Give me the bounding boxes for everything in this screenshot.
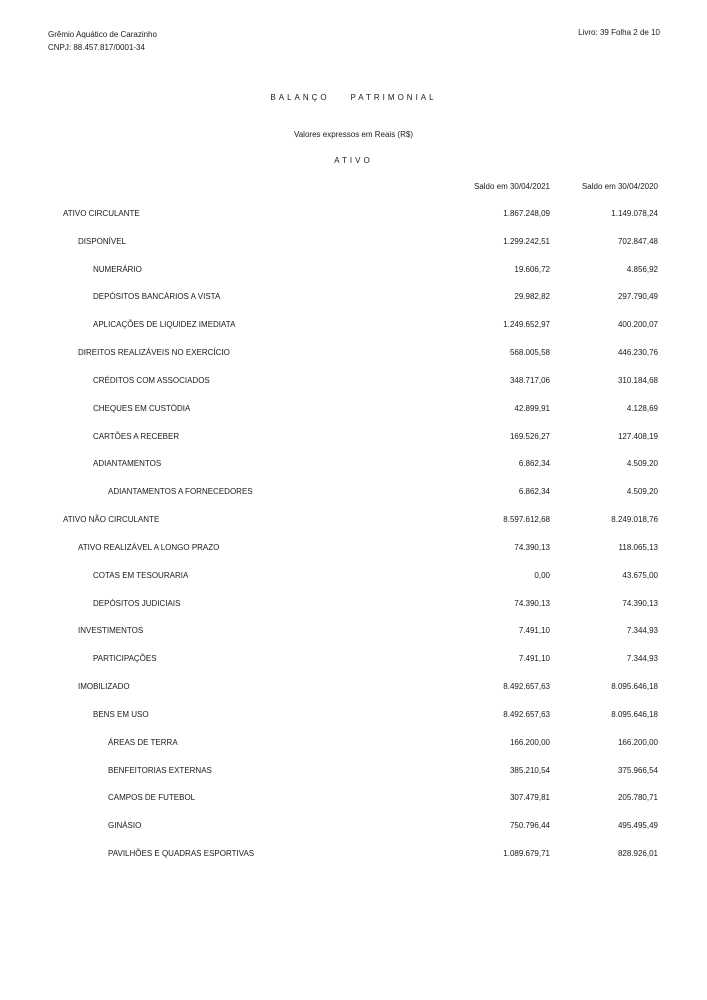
account-label: BENS EM USO [93, 709, 149, 719]
balance-2021: 8.492.657,63 [503, 682, 550, 692]
table-row [0, 682, 707, 710]
balance-2020: 310.184,68 [617, 375, 658, 385]
account-label: ADIANTAMENTOS [93, 459, 162, 469]
account-label: CAMPOS DE FUTEBOL [108, 793, 196, 803]
table-row [0, 459, 707, 487]
balance-2021: 6.862,34 [518, 459, 550, 469]
column-header-2021: Saldo em 30/04/2021 [473, 182, 550, 191]
balance-table [0, 209, 707, 877]
balance-2020: 4.128,69 [626, 403, 658, 413]
account-label: IMOBILIZADO [78, 682, 130, 692]
account-label: ATIVO CIRCULANTE [63, 209, 140, 218]
balance-2020: 7.344,93 [626, 654, 658, 664]
balance-2020: 297.790,49 [617, 292, 658, 302]
table-row [0, 292, 707, 320]
organization-block [48, 28, 157, 54]
account-label: NUMERÁRIO [93, 264, 142, 274]
balance-2020: 43.675,00 [622, 570, 658, 580]
table-row [0, 599, 707, 627]
table-row [0, 348, 707, 376]
balance-2021: 385.210,54 [509, 765, 550, 775]
balance-2021: 169.526,27 [509, 431, 550, 441]
balance-2021: 1.089.679,71 [503, 849, 550, 859]
balance-2021: 1.867.248,09 [503, 209, 550, 218]
table-row [0, 626, 707, 654]
balance-2020: 166.200,00 [617, 737, 658, 747]
balance-2020: 375.966,54 [617, 765, 658, 775]
table-row [0, 766, 707, 794]
balance-2021: 568.005,58 [509, 348, 550, 358]
account-label: ATIVO REALIZÁVEL A LONGO PRAZO [78, 542, 220, 552]
account-label: GINÁSIO [108, 821, 142, 831]
balance-2020: 118.065,13 [618, 542, 658, 552]
account-label: ADIANTAMENTOS A FORNECEDORES [108, 487, 253, 497]
account-label: COTAS EM TESOURARIA [93, 570, 189, 580]
balance-2020: 446.230,76 [617, 348, 658, 358]
balance-2021: 6.862,34 [518, 487, 550, 497]
balance-2020: 828.926,01 [617, 849, 658, 859]
section-title: ATIVO [334, 156, 373, 165]
table-row [0, 654, 707, 682]
balance-2021: 166.200,00 [509, 737, 550, 747]
organization-cnpj: CNPJ: 88.457.817/0001-34 [48, 43, 145, 52]
balance-2020: 8.095.646,18 [611, 682, 658, 692]
balance-2020: 400.200,07 [617, 320, 658, 330]
balance-2020: 495.495,49 [617, 821, 658, 831]
table-row [0, 320, 707, 348]
balance-2021: 7.491,10 [518, 654, 550, 664]
account-label: ATIVO NÃO CIRCULANTE [63, 515, 160, 525]
account-label: APLICAÇÕES DE LIQUIDEZ IMEDIATA [93, 320, 236, 330]
table-row [0, 543, 707, 571]
account-label: CARTÕES A RECEBER [93, 431, 180, 441]
balance-2020: 4.856,92 [626, 264, 658, 274]
table-row [0, 738, 707, 766]
balance-2020: 4.509,20 [626, 459, 658, 469]
balance-2021: 7.491,10 [518, 626, 550, 636]
balance-2021: 8.492.657,63 [503, 709, 550, 719]
balance-2020: 127.408,19 [617, 431, 658, 441]
account-label: CHEQUES EM CUSTÓDIA [93, 403, 191, 413]
table-row [0, 376, 707, 404]
balance-2020: 8.249.018,76 [611, 515, 658, 525]
balance-2021: 348.717,06 [509, 375, 550, 385]
balance-2020: 702.847,48 [617, 236, 658, 246]
table-row [0, 571, 707, 599]
table-row [0, 515, 707, 543]
table-row [0, 710, 707, 738]
column-header-2020: Saldo em 30/04/2020 [581, 182, 658, 191]
balance-2021: 19.606,72 [514, 264, 550, 274]
table-row [0, 265, 707, 293]
balance-2021: 1.249.652,97 [503, 320, 550, 330]
account-label: CRÉDITOS COM ASSOCIADOS [93, 375, 210, 385]
book-page-reference: Livro: 39 Folha 2 de 10 [578, 28, 660, 37]
account-label: DEPÓSITOS JUDICIAIS [93, 598, 181, 608]
balance-2021: 1.299.242,51 [503, 236, 550, 246]
balance-2021: 750.796,44 [509, 821, 550, 831]
balance-2021: 74.390,13 [514, 598, 550, 608]
balance-2021: 29.982,82 [514, 292, 550, 302]
table-row [0, 793, 707, 821]
table-row [0, 432, 707, 460]
balance-2020: 7.344,93 [626, 626, 658, 636]
balance-2020: 4.509,20 [626, 487, 658, 497]
table-row [0, 849, 707, 877]
account-label: INVESTIMENTOS [78, 626, 144, 636]
balance-2020: 8.095.646,18 [611, 709, 658, 719]
account-label: DISPONÍVEL [78, 236, 127, 246]
account-label: BENFEITORIAS EXTERNAS [108, 765, 212, 775]
balance-2021: 8.597.612,68 [503, 515, 550, 525]
organization-name: Grêmio Aquático de Carazinho [48, 30, 157, 39]
account-label: DEPÓSITOS BANCÁRIOS A VISTA [93, 292, 221, 302]
table-row [0, 821, 707, 849]
table-row [0, 237, 707, 265]
balance-2021: 307.479,81 [509, 793, 550, 803]
balance-2021: 0,00 [534, 570, 550, 580]
balance-2020: 1.149.078,24 [611, 209, 658, 218]
balance-2020: 205.780,71 [617, 793, 658, 803]
report-title: BALANÇO PATRIMONIAL [270, 93, 437, 102]
table-row [0, 209, 707, 237]
balance-2021: 42.899,91 [514, 403, 550, 413]
table-row [0, 404, 707, 432]
account-label: PARTICIPAÇÕES [93, 654, 157, 664]
account-label: DIREITOS REALIZÁVEIS NO EXERCÍCIO [78, 348, 230, 358]
account-label: PAVILHÕES E QUADRAS ESPORTIVAS [108, 849, 255, 859]
balance-2021: 74.390,13 [514, 542, 550, 552]
account-label: ÁREAS DE TERRA [108, 737, 178, 747]
report-subtitle: Valores expressos em Reais (R$) [293, 130, 413, 139]
balance-2020: 74.390,13 [622, 598, 658, 608]
table-row [0, 487, 707, 515]
